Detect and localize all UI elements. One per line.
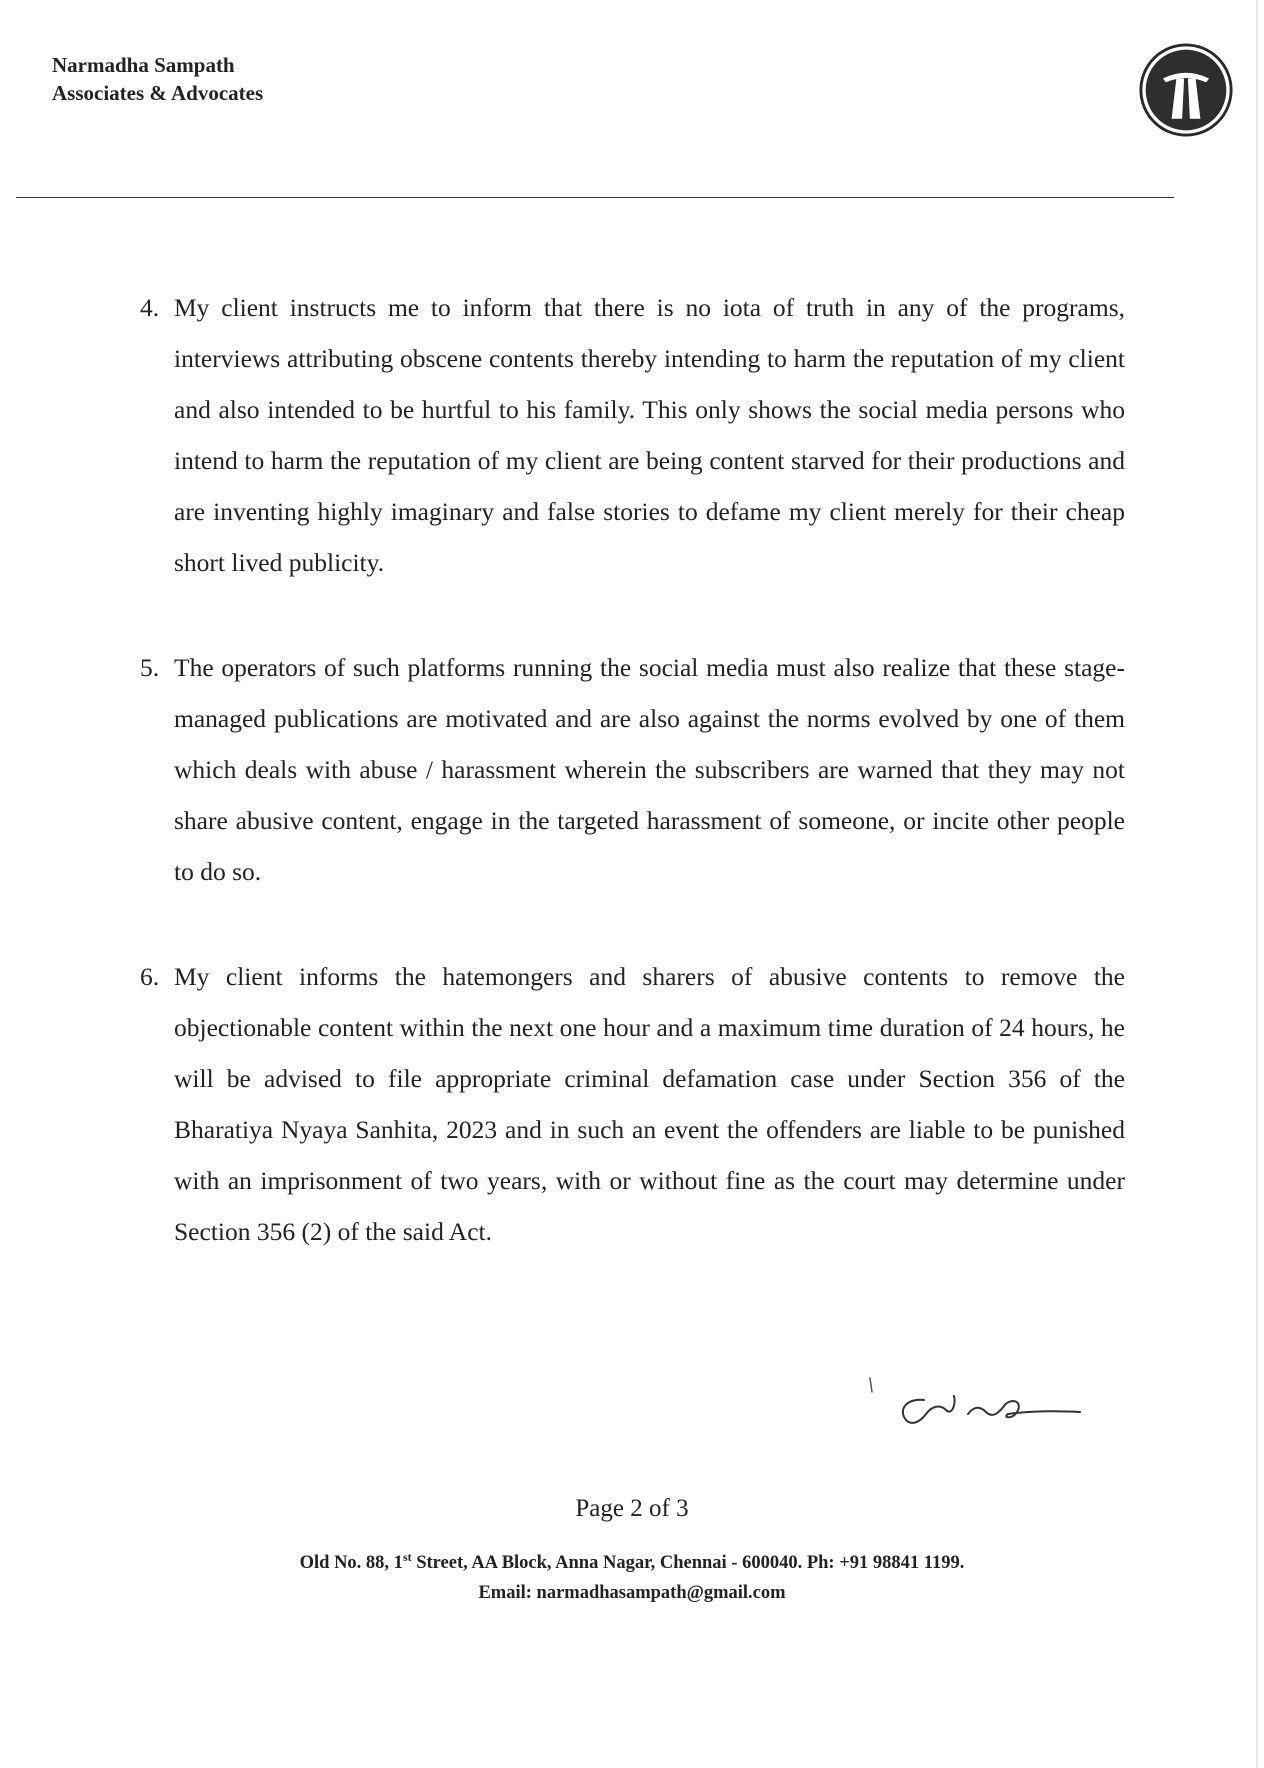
- footer-email: Email: narmadhasampath@gmail.com: [478, 1583, 786, 1603]
- firm-name: [52, 51, 263, 107]
- paragraph-text: My client informs the hatemongers and sharers of abusive contents to remove the objectionable content within the next one hour and a maximum time duration of 24 hours, he will be advised to file appropriate criminal defamation case under Section 356 of the Bharatiya Nyaya Sanhita, 2023 and in such an event the offenders are liable to be punished with an imprisonment of two years, with or without fine as the court may determine under Section 356 (2) of the said Act.: [174, 962, 1125, 1246]
- address-part1: Old No. 88, 1: [299, 1553, 403, 1574]
- address-part2: Street, AA Block, Anna Nagar, Chennai - 600040. Ph: +91 98841 1199.: [411, 1553, 965, 1574]
- header-rule: [16, 197, 1174, 198]
- paragraph-number: 5.: [140, 653, 160, 682]
- advocate-bands-emblem-icon: [1138, 42, 1234, 138]
- paragraph-number: 6.: [140, 962, 160, 991]
- letter-body: [140, 282, 1125, 1311]
- paragraph-text: My client instructs me to inform that there is no iota of truth in any of the programs, interviews attributing obscene contents thereby intending to harm the reputation of my client and also intended to be hurtful to his family. This only shows the social media persons who intend to harm the reputation of my client are being content starved for their productions and are inventing highly imaginary and false stories to defame my client merely for their cheap short lived publicity.: [174, 293, 1125, 577]
- page-number: Page 2 of 3: [575, 1495, 689, 1522]
- address-ordinal: st: [402, 1550, 412, 1564]
- paragraph-text: The operators of such platforms running the social media must also realize that these stage-managed publications are motivated and are also against the norms evolved by one of them which deals with abuse / harassment wherein the subscribers are warned that they may not share abusive content, engage in the targeted harassment of someone, or incite other people to do so.: [174, 653, 1125, 886]
- footer-address: [0, 1550, 1264, 1574]
- paragraph-number: 4.: [140, 293, 160, 322]
- paragraph-5: [140, 642, 1125, 897]
- paragraph-4: [140, 282, 1125, 588]
- handwritten-signature-icon: [862, 1370, 1092, 1440]
- paragraph-6: [140, 951, 1125, 1257]
- firm-name-line2: Associates & Advocates: [52, 81, 264, 105]
- firm-name-line1: Narmadha Sampath: [52, 53, 235, 77]
